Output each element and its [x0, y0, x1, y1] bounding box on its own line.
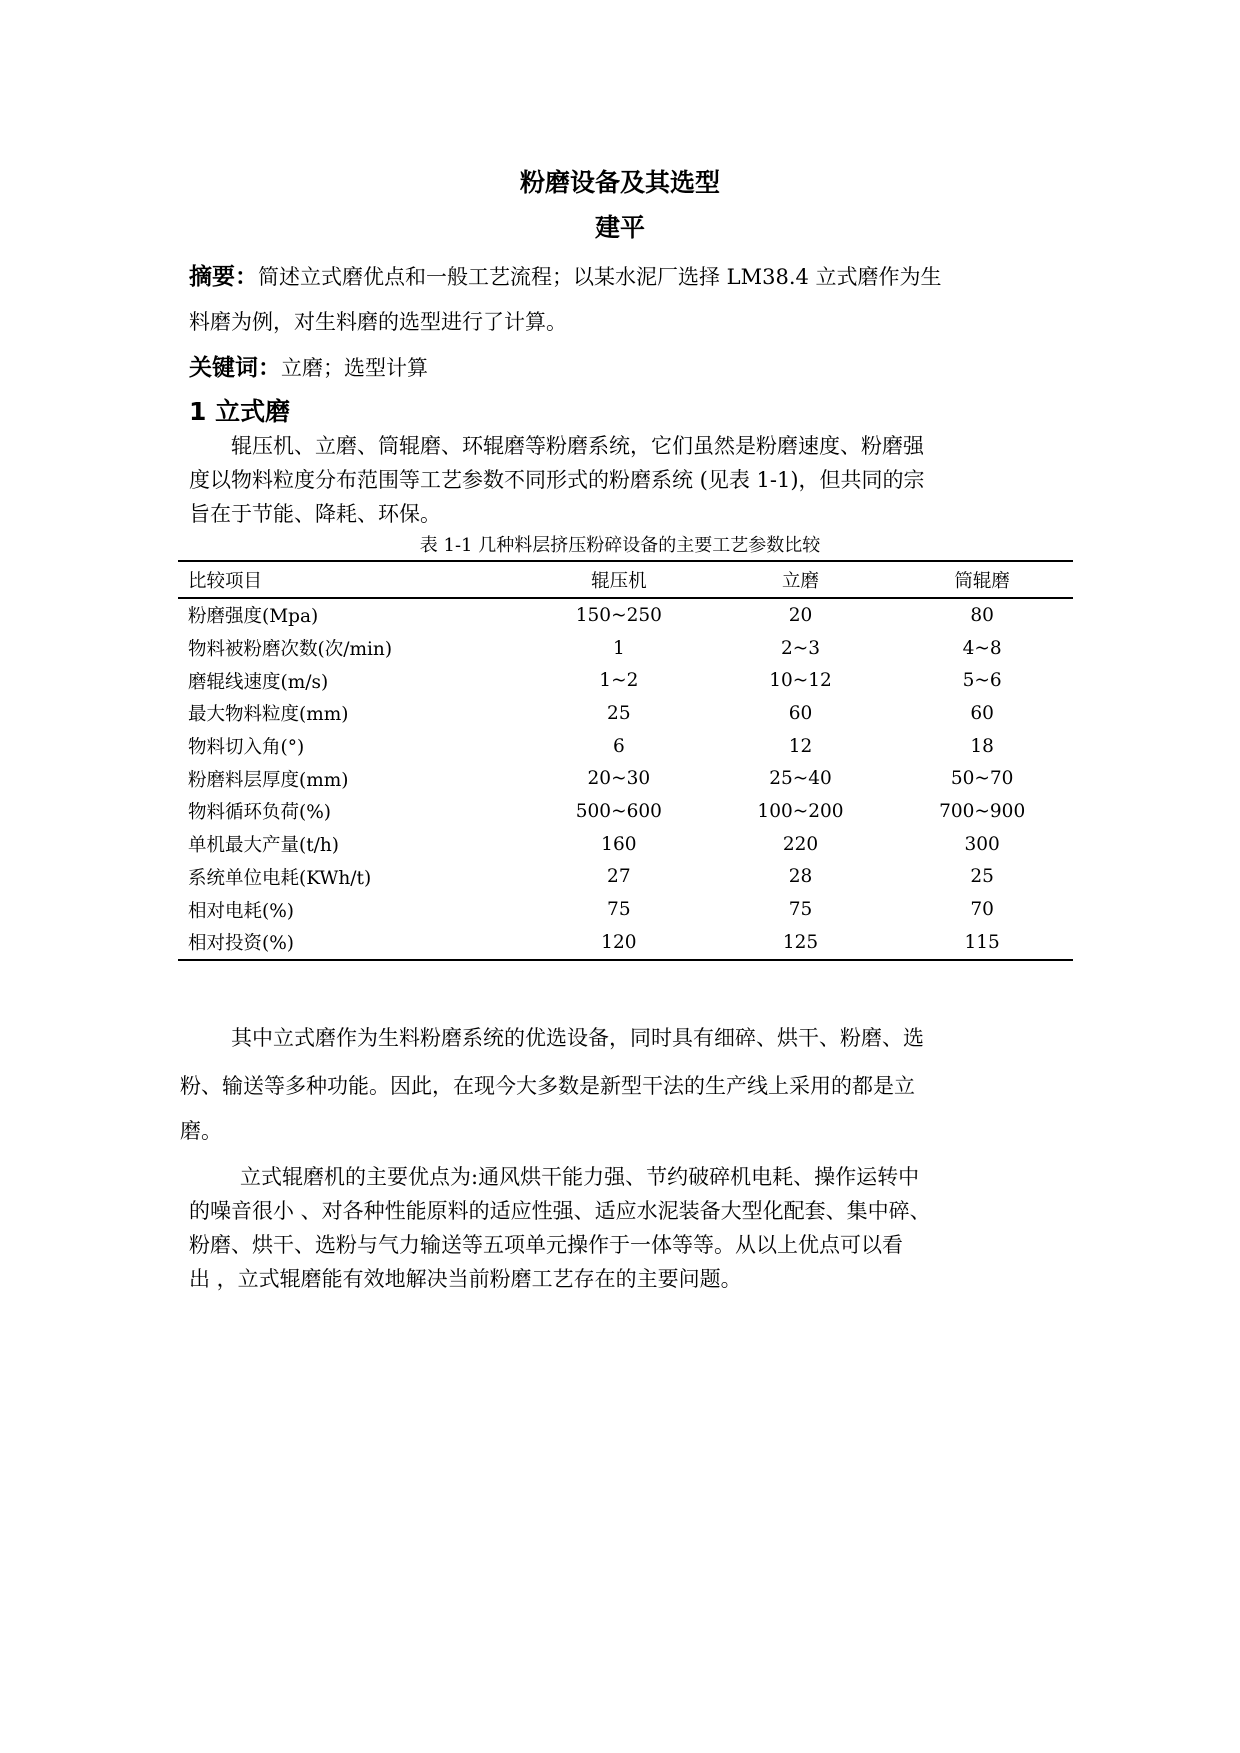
value-cell: 1 — [612, 637, 625, 659]
header-cell: 立磨 — [781, 570, 819, 592]
value-cell: 220 — [782, 833, 819, 855]
value-cell: 10~12 — [769, 670, 832, 692]
table-row — [178, 861, 1073, 894]
row-label-cell: 单机最大产量(t/h) — [188, 835, 340, 857]
row-label-cell: 物料循环负荷(%) — [188, 802, 332, 824]
abstract-line-2: 料磨为例，对生料磨的选型进行了计算。 — [189, 310, 567, 334]
paragraph-line: 立式辊磨机的主要优点为:通风烘干能力强、节约破碎机电耗、操作运转中 — [240, 1165, 920, 1189]
table-row — [178, 598, 1073, 632]
table-row — [178, 926, 1073, 960]
author: 建平 — [594, 213, 645, 242]
table-row — [178, 730, 1073, 763]
table-caption: 表 1-1 几种料层挤压粉碎设备的主要工艺参数比较 — [419, 535, 821, 556]
table-row — [178, 697, 1073, 730]
row-label-cell: 相对电耗(%) — [188, 900, 295, 922]
value-cell: 12 — [788, 735, 813, 757]
keywords-text: 立磨；选型计算 — [281, 356, 428, 380]
row-label-cell: 粉磨强度(Mpa) — [188, 606, 319, 628]
value-cell: 75 — [788, 899, 813, 921]
paragraph-line: 辊压机、立磨、筒辊磨、环辊磨等粉磨系统，它们虽然是粉磨速度、粉磨强 — [231, 434, 924, 458]
value-cell: 70 — [970, 899, 994, 921]
header-cell: 比较项目 — [188, 570, 263, 592]
value-cell: 20 — [788, 604, 813, 626]
row-label-cell: 粉磨料层厚度(mm) — [188, 769, 349, 791]
value-cell: 25~40 — [769, 768, 832, 790]
keywords — [189, 349, 1069, 382]
abstract-text: 简述立式磨优点和一般工艺流程；以某水泥厂选择 LM38.4 立式磨作为生 — [258, 265, 942, 289]
value-cell: 125 — [782, 931, 819, 953]
value-cell: 75 — [607, 899, 631, 921]
abstract-label: 摘要： — [189, 264, 258, 290]
abstract — [189, 258, 1069, 291]
paragraph-line: 其中立式磨作为生料粉磨系统的优选设备，同时具有细碎、烘干、粉磨、选 — [231, 1026, 924, 1050]
table-row — [178, 893, 1073, 926]
row-label-cell: 磨辊线速度(m/s) — [188, 671, 329, 693]
paragraph-line: 磨。 — [180, 1119, 222, 1143]
value-cell: 28 — [788, 866, 813, 888]
value-cell: 25 — [970, 866, 994, 888]
value-cell: 20~30 — [587, 768, 651, 790]
paragraph-line: 粉、输送等多种功能。因此，在现今大多数是新型干法的生产线上采用的都是立 — [180, 1074, 915, 1098]
value-cell: 5~6 — [962, 670, 1002, 692]
value-cell: 18 — [970, 735, 994, 757]
value-cell: 27 — [607, 866, 631, 888]
value-cell: 500~600 — [575, 800, 662, 822]
value-cell: 80 — [970, 604, 994, 626]
row-label-cell: 相对投资(%) — [188, 933, 295, 955]
paragraph-line: 度以物料粒度分布范围等工艺参数不同形式的粉磨系统 (见表 1-1)，但共同的宗 — [189, 468, 925, 492]
row-label-cell: 物料切入角(°) — [188, 737, 305, 759]
table-row — [178, 762, 1073, 795]
header-cell: 筒辊磨 — [954, 570, 1010, 592]
row-label-cell: 最大物料粒度(mm) — [188, 704, 349, 726]
document-title: 粉磨设备及其选型 — [519, 168, 720, 197]
value-cell: 160 — [601, 833, 637, 855]
value-cell: 1~2 — [599, 670, 639, 692]
value-cell: 60 — [970, 702, 994, 724]
section-heading: 1 立式磨 — [189, 397, 291, 426]
row-label-cell: 系统单位电耗(KWh/t) — [188, 867, 372, 889]
header-cell: 辊压机 — [591, 570, 647, 592]
table-row — [178, 795, 1073, 828]
row-label-cell: 物料被粉磨次数(次/min) — [188, 639, 393, 661]
value-cell: 2~3 — [780, 637, 820, 659]
value-cell: 120 — [601, 931, 637, 953]
value-cell: 150~250 — [575, 604, 662, 626]
paragraph-line: 旨在于节能、降耗、环保。 — [189, 502, 441, 526]
value-cell: 50~70 — [950, 768, 1014, 790]
paragraph-line: 的噪音很小 、对各种性能原料的适应性强、适应水泥装备大型化配套、集中碎、 — [189, 1199, 931, 1223]
value-cell: 60 — [788, 702, 813, 724]
table-row — [178, 664, 1073, 697]
paragraph-line: 出 ，立式辊磨能有效地解决当前粉磨工艺存在的主要问题。 — [189, 1267, 742, 1291]
value-cell: 300 — [964, 833, 1000, 855]
value-cell: 100~200 — [757, 800, 844, 822]
comparison-table — [178, 560, 1073, 961]
value-cell: 6 — [612, 735, 625, 757]
paragraph-line: 粉磨、烘干、选粉与气力输送等五项单元操作于一体等等。从以上优点可以看 — [189, 1233, 903, 1257]
table-row — [178, 828, 1073, 861]
keywords-label: 关键词： — [189, 355, 281, 381]
value-cell: 4~8 — [962, 637, 1002, 659]
table-row — [178, 632, 1073, 665]
value-cell: 25 — [607, 702, 631, 724]
value-cell: 700~900 — [939, 800, 1026, 822]
value-cell: 115 — [964, 931, 1000, 953]
table-header-row — [178, 561, 1073, 598]
